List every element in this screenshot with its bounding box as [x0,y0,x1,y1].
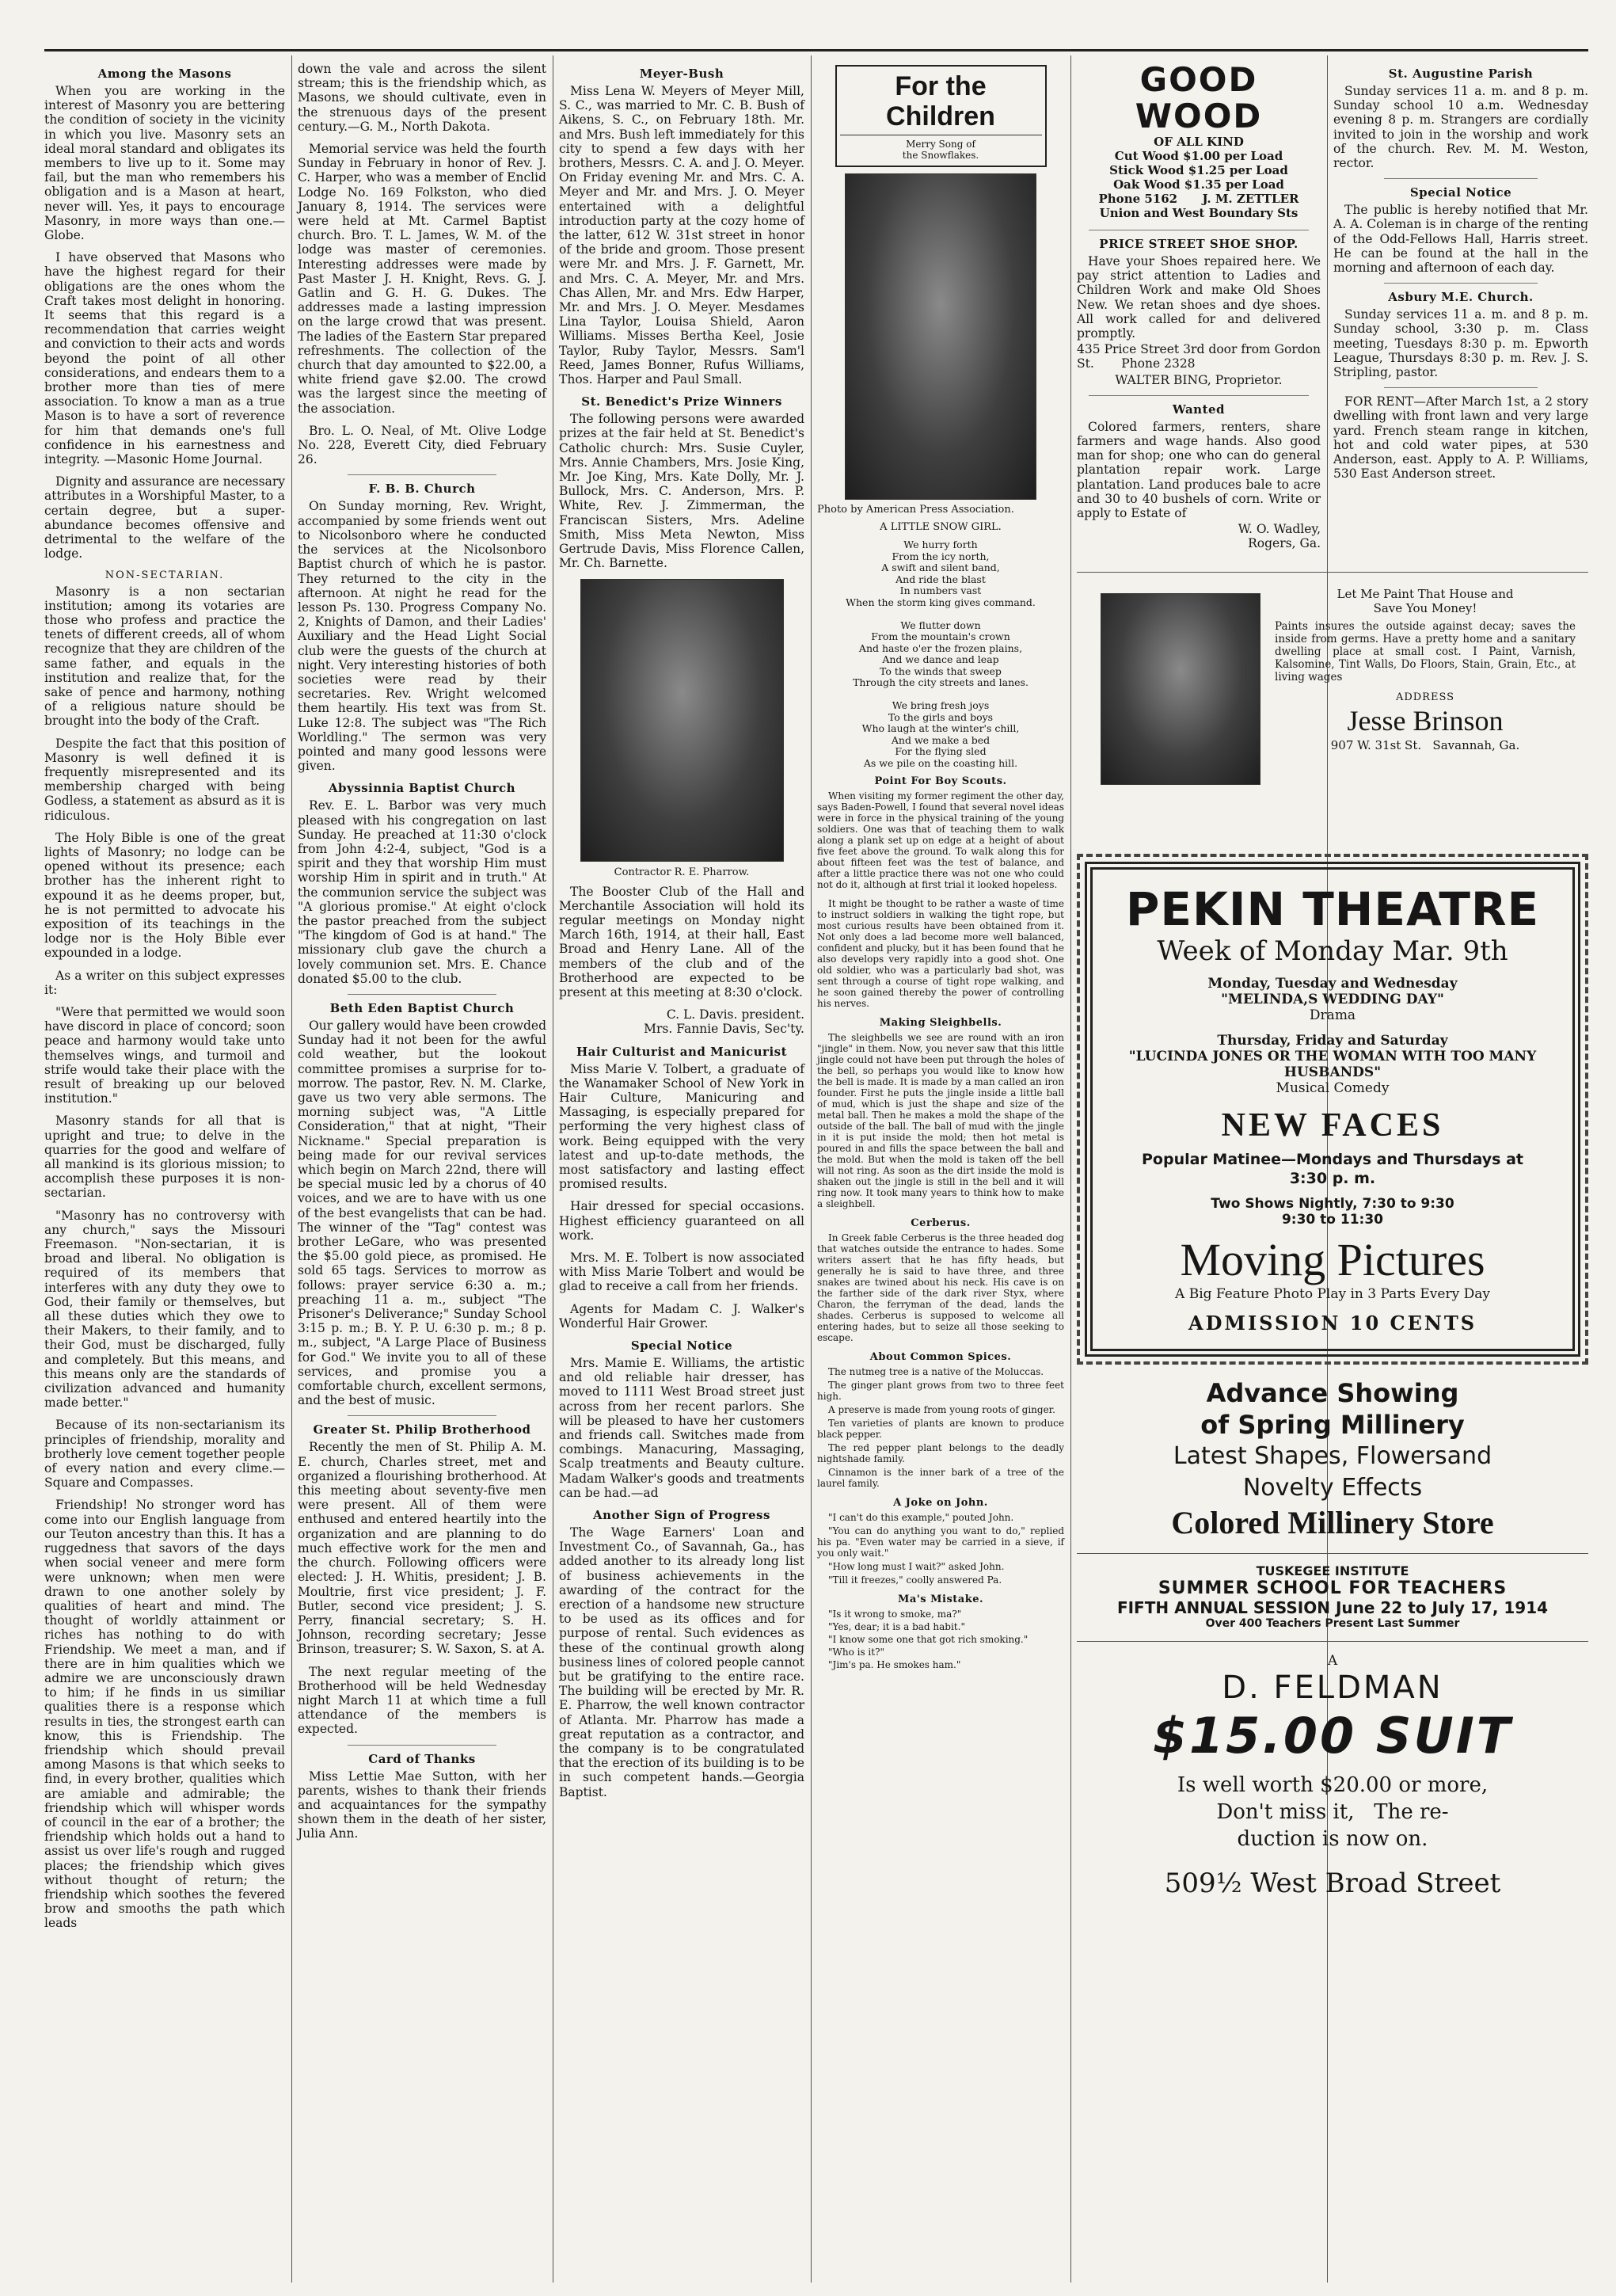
suit-price: $15.00 SUIT [1152,1707,1513,1765]
poem-line: And we make a bed [891,733,991,746]
shows-info: Two Shows Nightly, 7:30 to 9:30 [1211,1196,1454,1212]
paragraph: Hair dressed for special occasions. Highest efficiency guaranteed on all work. [559,1199,804,1243]
separator [348,1745,496,1746]
poem-line: And we dance and leap [882,653,999,665]
pekin-theatre-ad [1077,854,1588,1365]
paragraph: It might be thought to be rather a waste of time to instruct soldiers in walking the tight rope, but most curious results have been obtained from it. Not only does a lad become more well balanced, confident and plucky, but it has been found that he also develops very rapidly into a good shot. One old soldier, who was a particularly bad shot, was sent through a course of tight rope walking, and he soon gained thereby the power of controlling his nerves. [817,898,1064,1009]
paragraph: The sleighbells we see are round with an iron "jingle" in them. Now, you never saw that this little jingle could not have been put through the holes of the bell, so perhaps you would like to know how the bell is made. It is made by a man called an iron founder. First he puts the jingle inside a little ball of mud, which is just the shape and size of the metal ball. Then he makes a mold the shape of the outside of the ball. The ball of mud with the jingle in it is put inside the mold; then hot metal is poured in and fills the space between the ball and the mold. But when the mold is taken off the bell will not ring. As soon as the dirt inside the mold is shaken out the jingle is still in the bell and it will ring now. It took many years to think how to make a sleighbell. [817,1032,1064,1209]
article-title: Hair Culturist and Manicurist [576,1044,788,1059]
column-children [817,62,1064,2283]
article-title: Special Notice [630,1338,733,1353]
ad-line: OF ALL KIND [1154,135,1244,149]
article-title: Point For Boy Scouts. [874,775,1007,787]
column-notices [1333,62,1588,569]
article-title: F. B. B. Church [368,482,476,497]
paragraph: The Holy Bible is one of the great lights of Masonry; no lodge can be opened without its presence; each brother has the inherent right to expound it as he deems proper, but, he is not permitted to advocate his exposition of its teachings in the lodge nor is the Holy Bible ever expounded in a lodge. [44,830,285,961]
paragraph: Miss Marie V. Tolbert, a graduate of the Wanamaker School of New York in Hair Culture, Manicuring and Massaging, is especially prepared for performing the very highest class of work. Being equipped with the very latest and up-to-date methods, the most satisfactory and lasting effect promised results. [559,1061,804,1192]
poem-line: For the flying sled [895,745,987,757]
ad-line: Over 400 Teachers Present Last Summer [1205,1617,1460,1630]
poem-line: A swift and silent band, [881,562,1000,573]
ad-headline: Save You Money! [1373,601,1477,615]
admission-price: ADMISSION 10 CENTS [1188,1312,1477,1335]
column-rule [811,55,812,2283]
paragraph: Agents for Madam C. J. Walker's Wonderful Hair Grower. [559,1301,804,1331]
paragraph: "I can't do this example," pouted John. [828,1512,1014,1523]
ad-address-label: ADDRESS [1395,691,1455,703]
poem-line: To the winds that sweep [880,664,1002,677]
ad-line: Stick Wood $1.25 per Load [1109,163,1288,177]
poem-line: To the girls and boys [888,710,994,723]
ad-title: GOOD WOOD [1135,60,1263,135]
separator [348,1415,496,1416]
article-title: Among the Masons [97,67,232,81]
store-name: Colored Millinery Store [1171,1505,1494,1540]
separator [1384,178,1537,179]
column-ads-a [1077,60,1325,569]
column-society [559,62,804,2283]
paragraph: The Wage Earners' Loan and Investment Co., of Savannah, Ga., has added another to its already long list of business achievements in the awarding of the contract for the erection of a handsome new structure to be used as its offices and for purpose of rental. Such evidences as these of the continual growth along business lines of colored people cannot but be gratifying to the entire race. The building will be erected by Mr. R. E. Pharrow, the well known contractor of Atlanta. Mr. Pharrow has made a great reputation as a contractor, and the company is to be congratulated that the erection of its building is to be in such competent hands.—Georgia Baptist. [559,1525,804,1799]
signature: C. L. Davis. president. [666,1007,804,1022]
paragraph: The next regular meeting of the Brotherhood will be held Wednesday night March 11 at which time a full attendance of the members is expected. [298,1664,546,1737]
paragraph: "How long must I wait?" asked John. [828,1561,1005,1572]
paragraph: "Jim's pa. He smokes ham." [828,1659,961,1670]
banner-title: For the Children [840,71,1042,135]
matinee-info: Popular Matinee—Mondays and Thursdays at 3:30 p. m. [1142,1151,1523,1187]
article-title: Meyer-Bush [639,67,724,81]
paragraph: down the vale and across the silent stream; this is the friendship which, as Masons, we should cultivate, even in the strenuous days of the present century.—G. M., North Dakota. [298,62,546,134]
paragraph: Miss Lettie Mae Sutton, with her parents, wishes to thank their friends and acquaintances for the sympathy shown them in the death of her sister, Julia Ann. [298,1769,546,1841]
merchant-name: D. FELDMAN [1222,1670,1443,1706]
ad-line: Latest Shapes, Flowersand [1173,1442,1492,1470]
poem-line: Through the city streets and lanes. [853,676,1029,688]
separator [348,994,496,995]
paragraph: The ginger plant grows from two to three feet high. [817,1380,1064,1402]
wanted-ad [1077,402,1321,551]
ad-line: A [1327,1653,1338,1669]
section-subhead: NON-SECTARIAN. [105,569,225,581]
paragraph: "Till it freezes," coolly answered Pa. [828,1574,1002,1586]
ad-line: of Spring Millinery [1200,1410,1465,1440]
article-title: Beth Eden Baptist Church [329,1000,515,1015]
show-title: "MELINDA,S WEDDING DAY" [1221,992,1444,1007]
paragraph: "I know some one that got rich smoking." [828,1634,1029,1645]
show-title: "LUCINDA JONES OR THE WOMAN WITH TOO MANY HUSBANDS" [1128,1049,1537,1080]
paragraph: The following persons were awarded prizes at the fair held at St. Benedict's Catholic church: Mrs. Susie Cuyler, Mrs. Annie Chambers, Mrs. Josie King, Mr. Joe King, Mrs. Kate Dolly, Mr. J. Bullock, Mrs. C. Anderson, Mrs. P. White, Rev. J. Zimmerman, the Franciscan Sisters, Mrs. Adeline Smith, Miss Meta Newton, Miss Gertrude Davis, Miss Florence Callen, Mr. Ch. Barnette. [559,412,804,571]
poem-line [817,689,1064,701]
jesse-brinson-ad [1077,581,1588,846]
shows-info: 9:30 to 11:30 [1281,1212,1384,1228]
article-title: Card of Thanks [368,1751,476,1766]
article-title: Asbury M.E. Church. [1388,290,1534,305]
ad-title: PRICE STREET SHOE SHOP. [1099,237,1299,251]
show-genre: Drama [1309,1007,1356,1023]
ad-line: Is well worth $20.00 or more, [1177,1773,1489,1797]
children-banner [835,65,1047,167]
ad-line: Don't miss it, The re- [1216,1800,1449,1824]
photo-caption: A LITTLE SNOW GIRL. [880,521,1002,533]
article-title: Another Sign of Progress [593,1508,770,1523]
good-wood-ad [1077,62,1321,220]
article-title: Greater St. Philip Brotherhood [313,1422,531,1437]
paragraph: Our gallery would have been crowded Sunday had it not been for the awful cold weather, but the lookout committee promises a surprise for to-morrow. The pastor, Rev. N. M. Clarke, gave us two very able sermons. The morning subject was, "A Little Consideration," that at night, "Their Nickname." Special preparation is being made for our revival services which begin on March 22nd, there will be special music led by a chorus of 40 voices, and we are to have with us one of the best evangelists that can be had. The winner of the "Tag" contest was brother LeGare, who was presented the $5.00 gold piece, as promised. He sold 65 tags. Services to morrow as follows: prayer service 6:30 a. m.; preaching 11 a. m., subject "The Prisoner's Deliverance;" Sunday School 3:15 p. m.; B. Y. P. U. 6:30 p. m.; 8 p. m., subject, "A Large Place of Business for God." We invite you to all of these services, and promise you a comfortable church, excellent sermons, and the best of music. [298,1018,546,1408]
column-lodge-church [298,62,546,2283]
paragraph: Sunday services 11 a. m. and 8 p. m. Sunday school 10 a.m. Wednesday evening 8 p. m. Strangers are cordially invited to join in the worship and work of the church. Rev. M. M. Weston, rector. [1333,84,1588,171]
paragraph: The red pepper plant belongs to the deadly nightshade family. [817,1442,1064,1464]
ad-line: TUSKEGEE INSTITUTE [1256,1563,1409,1578]
poem-line: And ride the blast [895,573,986,585]
paragraph: "Yes, dear; it is a bad habit." [828,1621,965,1632]
ad-title: Wanted [1172,402,1226,417]
paragraph: The public is hereby notified that Mr. A. A. Coleman is in charge of the renting of the Odd-Fellows Hall, Harris street. He can be found at the hall in the morning and afternoon of each day. [1333,203,1588,276]
ad-body: Paints insures the outside against decay; saves the inside from germs. Have a pretty home and a sanitary dwelling place at small cost. I Paint, Varnish, Kalsomine, Tint Walls, Do Floors, Stain, Grain, Etc., at living wages [1275,620,1576,683]
signature: Mrs. Fannie Davis, Sec'ty. [644,1022,804,1037]
banner-subtitle: Merry Song of [906,139,975,150]
paragraph: When visiting my former regiment the other day, says Baden-Powell, I found that several novel ideas were in force in the physical training of the young soldiers. One was that of teaching them to walk along a plank set up on edge at a height of about five feet above the ground. To walk along this for about fifteen feet was the test of balance, and after a little practice there was not one who could not do it, although at first trial it looked hopeless. [817,790,1064,890]
ad-line: Advance Showing [1206,1378,1459,1408]
poem-line: We hurry forth [903,539,978,550]
contractor-portrait [580,579,784,862]
separator [1089,395,1308,396]
paragraph: FOR RENT—After March 1st, a 2 story dwelling with front lawn and very large yard. French steam range in kitchen, hot and cold water pipes, at 530 Anderson, east. Apply to A. P. Williams, 530 East Anderson street. [1333,394,1588,482]
paragraph: A preserve is made from young roots of ginger. [828,1404,1055,1415]
article-title: About Common Spices. [869,1351,1012,1363]
snowflake-poem [817,539,1064,769]
shoe-shop-ad [1077,237,1325,387]
paragraph: The nutmeg tree is a native of the Moluccas. [828,1366,1044,1377]
paragraph: The Booster Club of the Hall and Merchantile Association will hold its regular meetings on Monday night March 16th, 1914, at their hall, East Broad and Henry Lane. All of the members of the club and of the Brotherhood are expected to be present at this meeting at 8:30 o'clock. [559,884,804,1000]
paragraph: "Masonry has no controversy with any church," says the Missouri Freemason. "Non-sectarian, it is broad and liberal. No obligation is required of its members that interferes with any duty they owe to God, their family or themselves, but all these duties which they owe to their Makers, to their family, and to their God, must be discharged, fully and completely. But this means, and this means only are the standards of civilization advanced and humanity made better." [44,1208,285,1411]
paragraph: Cinnamon is the inner bark of a tree of the laurel family. [817,1467,1064,1489]
paragraph: I have observed that Masons who have the highest regard for their obligations are the ones whom the Craft takes most delight in honoring. It seems that this regard is a recommendation that carries weight and conviction to their acts and words beyond the point of all other considerations, and endears them to a brother more than ties of mere association. To know a man as a true Mason is to have a sort of reverence for him that demands one's full confidence in his earnestness and integrity. —Masonic Home Journal. [44,250,285,467]
ad-line: duction is now on. [1237,1827,1428,1851]
paragraph: Bro. L. O. Neal, of Mt. Olive Lodge No. 228, Everett City, died February 26. [298,423,546,467]
separator [348,474,496,475]
top-rule [44,49,1588,51]
article-title: St. Augustine Parish [1388,67,1534,81]
paragraph: "You can do anything you want to do," replied his pa. "Even water may be carried in a sieve, if you only wait." [817,1525,1064,1559]
paragraph: In Greek fable Cerberus is the three headed dog that watches outside the entrance to hades. Some writers assert that he has fifty heads, but generally he is said to have three, and three snakes are twined about his neck. His cave is on the farther side of the dark river Styx, where Charon, the ferryman of the dead, lands the shades. Cerberus is supposed to welcome all entering hades, but to seize all those seeking to escape. [817,1232,1064,1343]
paragraph: When you are working in the interest of Masonry you are bettering the condition of society in the vicinity in which you live. Masonry sets an ideal moral standard and obligates its members to live up to it. Some may fail, but the man who remembers his obligation and is a Mason at heart, never will. Yes, it pays to encourage Masonry, in more ways than one.—Globe. [44,84,285,243]
paragraph: Mrs. Mamie E. Williams, the artistic and old reliable hair dresser, has moved to 1111 West Broad street just across from her recent parlors. She will be pleased to have her customers and friends call. Switches made from combings. Manacuring, Massaging, Scalp treatments and Beauty culture. Madam Walker's goods and treatments can be had.—ad [559,1355,804,1500]
tuskegee-ad [1077,1563,1588,1642]
ad-body: Colored farmers, renters, share farmers and wage hands. Also good man for shop; one who can do general plantation repair work. Large plantation. Land produces bale to acre and 30 to 40 bushels of corn. Write or apply to Estate of [1077,419,1321,521]
ad-signature: W. O. Wadley, [1238,522,1321,537]
poem-line: We bring fresh joys [892,699,990,711]
ad-line: Novelty Effects [1242,1474,1423,1502]
ad-line: SUMMER SCHOOL FOR TEACHERS [1158,1578,1508,1598]
show-genre: Musical Comedy [1276,1080,1390,1096]
ad-line: Union and West Boundary Sts [1099,206,1299,220]
paragraph: Despite the fact that this position of Masonry is well defined it is frequently misrepresented and its membership charged with being Godless, a statement as absurd as it is ridiculous. [44,736,285,823]
poem-line: Who laugh at the winter's chill, [861,722,1020,734]
paragraph: As a writer on this subject expresses it: [44,968,285,997]
show-days: Thursday, Friday and Saturday [1217,1033,1448,1049]
ads-wide [1077,572,1588,2283]
article-title: St. Benedict's Prize Winners [581,394,782,409]
article-title: Cerberus. [911,1217,971,1229]
column-rule [1070,55,1071,2283]
photo-caption: Contractor R. E. Pharrow. [614,866,750,878]
paragraph: Rev. E. L. Barbor was very much pleased with his congregation on last Sunday. He preached at 11:30 o'clock from John 4:2-4, subject, "God is a spirit and they that worship Him must worship Him in spirit and in truth." At the communion service the subject was "A glorious promise." At eight o'clock the pastor preached from the subject "The kingdom of God is at hand." The missionary club gave the church a lovely communion set. Mrs. E. Chance donated $5.00 to the club. [298,798,546,986]
paragraph: Memorial service was held the fourth Sunday in February in honor of Rev. J. C. Harper, who was a member of Enclid Lodge No. 169 Folkston, who died January 8, 1914. The services were were held at Mt. Carmel Baptist church. Bro. T. L. James, W. M. of the lodge was master of ceremonies. Interesting addresses were made by Past Master J. H. Knight, Revs. G. J. Gatlin and G. H. G. Dukes. The addresses made a lasting impression on the large crowd that was present. The ladies of the Eastern Star prepared refreshments. The collection of the church that day amounted to $22.00, a white friend gave $2.00. The crowd was the largest since the meeting of the association. [298,142,546,416]
paragraph: "Is it wrong to smoke, ma?" [828,1609,962,1620]
ad-address: 907 W. 31st St. Savannah, Ga. [1330,738,1520,752]
ad-headline: Let Me Paint That House and [1337,587,1514,601]
newspaper-page [44,49,1588,2283]
ad-name: Jesse Brinson [1347,705,1504,737]
feldman-ad [1077,1653,1588,1900]
show-days: Monday, Tuesday and Wednesday [1207,976,1458,992]
ad-line: Phone 5162 J. M. ZETTLER [1098,192,1299,206]
separator [1384,387,1537,388]
brinson-portrait [1101,593,1260,785]
poem-line: From the mountain's crown [871,630,1010,642]
ad-signature: Rogers, Ga. [1248,536,1321,551]
paragraph: "Were that permitted we would soon have discord in place of concord; soon peace and harmony would take unto themselves wings, and turmoil and strife would take their place with the result of breaking up our beloved institution." [44,1004,285,1106]
ad-line: FIFTH ANNUAL SESSION June 22 to July 17, 1914 [1116,1598,1549,1617]
poem-line: In numbers vast [899,584,982,596]
poem-line: When the storm king gives command. [846,596,1036,608]
theatre-week: Week of Monday Mar. 9th [1157,935,1508,967]
paragraph: "Who is it?" [828,1647,885,1658]
poem-line: As we pile on the coasting hill. [863,756,1018,769]
column-rule [291,55,292,2283]
paragraph: Recently the men of St. Philip A. M. E. church, Charles street, met and organized a flourishing brotherhood. At this meeting about seventy-five men were present. All of them were enthused and entered heartily into the organization and are planning to do much effective work for the men and the church. Following officers were elected: J. H. Whitis, president; J. B. Moultrie, first vice president; J. F. Butler, second vice president; J. S. Perry, financial secretary; S. H. Johnson, recording secretary; Jesse Brinson, treasurer; S. W. Saxon, S. at A. [298,1440,546,1657]
poem-line: We flutter down [900,619,981,631]
photo-credit: Photo by American Press Association. [817,504,1014,516]
millinery-ad [1077,1377,1588,1554]
article-title: Making Sleighbells. [879,1017,1002,1029]
poem-line: From the icy north, [892,550,990,562]
article-title: Abyssinnia Baptist Church [328,781,516,796]
banner-subtitle: the Snowflakes. [902,150,979,161]
ad-line: Cut Wood $1.00 per Load [1114,149,1283,163]
paragraph: Dignity and assurance are necessary attributes in a Worshipful Master, to a certain degree, but a super-abundance becomes offensive and detrimental to the welfare of the lodge. [44,474,285,562]
ad-line: Oak Wood $1.35 per Load [1113,177,1284,192]
snow-girl-photo [845,173,1036,500]
paragraph: Sunday services 11 a. m. and 8 p. m. Sunday school, 3:30 p. m. Class meeting, Tuesdays 8:30 p. m. Epworth League, Thursdays 8:30 p. m. Rev. J. S. Stripling, pastor. [1333,307,1588,380]
poem-line [817,608,1064,620]
theatre-name: PEKIN THEATRE [1125,882,1540,936]
moving-pictures-banner: Moving Pictures [1180,1234,1485,1285]
paragraph: Mrs. M. E. Tolbert is now associated with Miss Marie Tolbert and would be glad to receive a call from her friends. [559,1250,804,1294]
paragraph: Friendship! No stronger word has come into our English language from our Teuton ancestry than this. It has a ruggedness that savors of the days when social veneer and mere form were unknown; when men were drawn to one another solely by qualities of heart and mind. The thought of worldly attainment or riches has nothing to do with Friendship. We meet a man, and if there are in him qualities which we admire we are unconsciously drawn to him; if he finds in us similiar qualities there is a response which results in ties, the strongest earth can know, this is Friendship. The friendship which should prevail among Masons is that which seeks to find, in every brother, qualities which are amiable and admirable; the friendship which will whisper words of council in the ear of a brother; the friendship which holds out a hand to assist us over life's rough and rugged places; the friendship which gives without thought of return; the friendship which soothes the fevered brow and smooths the path which leads [44,1498,285,1931]
paragraph: Ten varieties of plants are known to produce black pepper. [817,1418,1064,1440]
poem-line: And haste o'er the frozen plains, [858,642,1023,654]
paragraph: Masonry stands for all that is upright and true; to delve in the quarries for the good and welfare of all mankind is its glorious mission; to accomplish these purposes it is non-sectarian. [44,1114,285,1201]
ad-body: Have your Shoes repaired here. We pay strict attention to Ladies and Children Work and make Old Shoes New. We retan shoes and dye shoes. All work called for and delivered promptly. [1077,254,1321,341]
article-title: Ma's Mistake. [897,1593,984,1605]
article-title: A Joke on John. [893,1497,988,1509]
column-masons [44,62,285,2283]
separator [1384,283,1537,284]
feature-info: A Big Feature Photo Play in 3 Parts Every Day [1175,1286,1490,1302]
store-address: 509½ West Broad Street [1164,1868,1501,1899]
paragraph: Because of its non-sectarianism its principles of friendship, morality and brotherly love cement together people of every nation and every clime.—Square and Compasses. [44,1418,285,1491]
ad-proprietor: WALTER BING, Proprietor. [1115,372,1283,387]
paragraph: On Sunday morning, Rev. Wright, accompanied by some friends went out to Nicolsonboro where he conducted the services at the Nicolsonboro Baptist church of which he is pastor. They returned to the city in the afternoon. At night he read for the lesson Ps. 130. Progress Company No. 2, Knights of Damon, and their Ladies' Auxiliary and the Head Light Social club were the guests of the church at night. Very interesting histories of both societies were read by their secretaries. Rev. Wright welcomed them heartily. His text was from St. Luke 12:8. The subject was "The Rich Worldling." The sermon was very pointed and many good lessons were given. [298,499,546,774]
paragraph: Miss Lena W. Meyers of Meyer Mill, S. C., was married to Mr. C. B. Bush of Aikens, S. C., on February 18th. Mr. and Mrs. Bush left immediately for this city to spend a few days with her brothers, Messrs. C. A. and J. O. Meyer. On Friday evening Mr. and Mrs. C. A. Meyer and Mr. and Mrs. J. O. Meyer entertained with a delightful introduction party at the cozy home of the latter, 612 W. 31st street in honor of the bride and groom. Those present were Mr. and Mrs. J. F. Garnett, Mr. and Mrs. C. A. Meyer, Mr. and Mrs. Chas Allen, Mr. and Mrs. Edw Harper, Mr. and Mrs. J. O. Meyer. Mesdames Lina Taylor, Louisa Shield, Aaron Williams. Misses Bertha Keel, Josie Taylor, Ruby Taylor, Messrs. Sam'l Reed, James Bonner, Rufus Williams, Thos. Harper and Paul Small. [559,84,804,387]
article-title: Special Notice [1409,185,1512,200]
ad-address: 435 Price Street 3rd door from Gordon St. Phone 2328 [1077,342,1325,371]
paragraph: Masonry is a non sectarian institution; among its votaries are those who profess and practice the tenets of different creeds, all of whom recognize that they are children of the same father, and equals in the institution and realize that, for the sake of pence and harmony, nothing of a religious nature should be brought into the body of the Craft. [44,584,285,729]
new-faces-banner: NEW FACES [1221,1107,1444,1144]
